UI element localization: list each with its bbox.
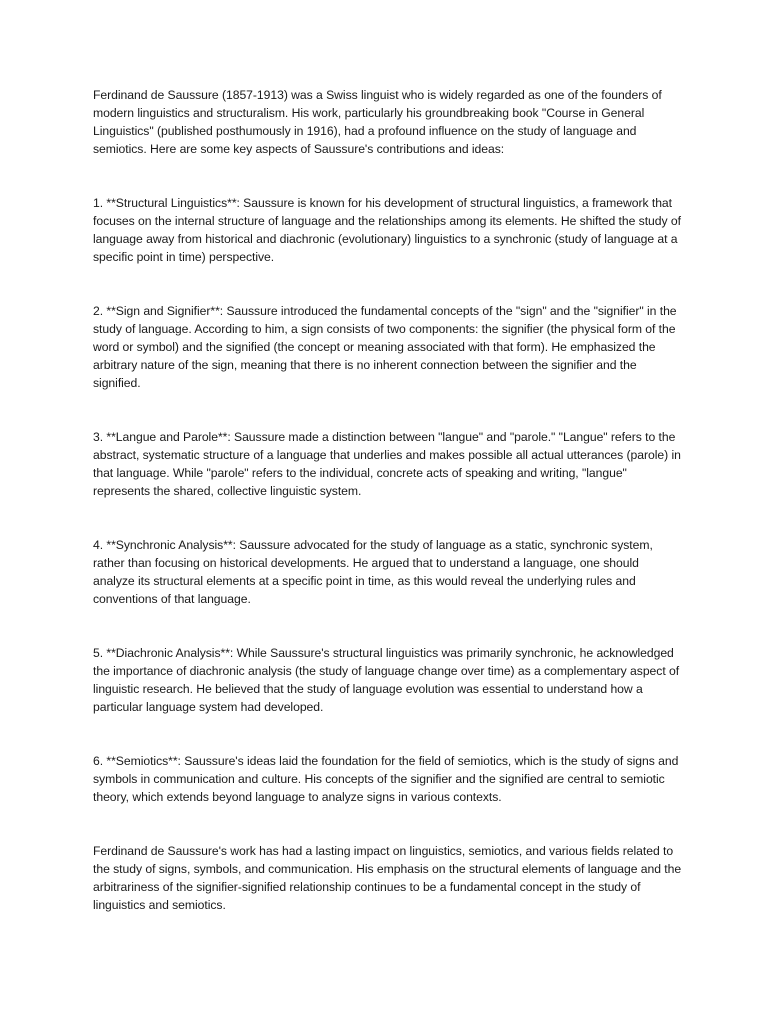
structural-linguistics-paragraph: 1. **Structural Linguistics**: Saussure is known for his development of structural linguistics, a framework that focuses on the internal structure of language and the relationships among its elements. He shifted the study of language away from historical and diachronic (evolutionary) linguistics to a synchronic (study of language at a specific point in time) perspective. (93, 196, 681, 264)
diachronic-analysis-paragraph: 5. **Diachronic Analysis**: While Saussure's structural linguistics was primarily synchronic, he acknowledged the importance of diachronic analysis (the study of language change over time) as a complementary aspect of linguistic research. He believed that the study of language evolution was essential to understand how a particular language system had developed. (93, 646, 680, 714)
conclusion-paragraph: Ferdinand de Saussure's work has had a lasting impact on linguistics, semiotics, and various fields related to the study of signs, symbols, and communication. His emphasis on the structural elements of language and the arbitrariness of the signifier-signified relationship continues to be a fundamental concept in the study of linguistics and semiotics. (93, 844, 682, 912)
intro-paragraph: Ferdinand de Saussure (1857-1913) was a Swiss linguist who is widely regarded as one of the founders of modern linguistics and structuralism. His work, particularly his groundbreaking book "Course in General Linguistics" (published posthumously in 1916), had a profound influence on the study of language and semiotics. Here are some key aspects of Saussure's contributions and ideas: (93, 88, 662, 156)
sign-and-signifier-paragraph: 2. **Sign and Signifier**: Saussure introduced the fundamental concepts of the "sign" and the "signifier" in the study of language. According to him, a sign consists of two components: the signifier (the physical form of the word or symbol) and the signified (the concept or meaning associated with that form). He emphasized the arbitrary nature of the sign, meaning that there is no inherent connection between the signifier and the signified. (93, 304, 677, 390)
synchronic-analysis-paragraph: 4. **Synchronic Analysis**: Saussure advocated for the study of language as a static, synchronic system, rather than focusing on historical developments. He argued that to understand a language, one should analyze its structural elements at a specific point in time, as this would reveal the underlying rules and conventions of that language. (93, 538, 653, 606)
document-body (93, 86, 683, 914)
semiotics-paragraph: 6. **Semiotics**: Saussure's ideas laid the foundation for the field of semiotics, which is the study of signs and symbols in communication and culture. His concepts of the signifier and the signified are central to semiotic theory, which extends beyond language to analyze signs in various contexts. (93, 754, 679, 804)
langue-and-parole-paragraph: 3. **Langue and Parole**: Saussure made a distinction between "langue" and "parole." "Langue" refers to the abstract, systematic structure of a language that underlies and makes possible all actual utterances (parole) in that language. While "parole" refers to the individual, concrete acts of speaking and writing, "langue" represents the shared, collective linguistic system. (93, 430, 681, 498)
